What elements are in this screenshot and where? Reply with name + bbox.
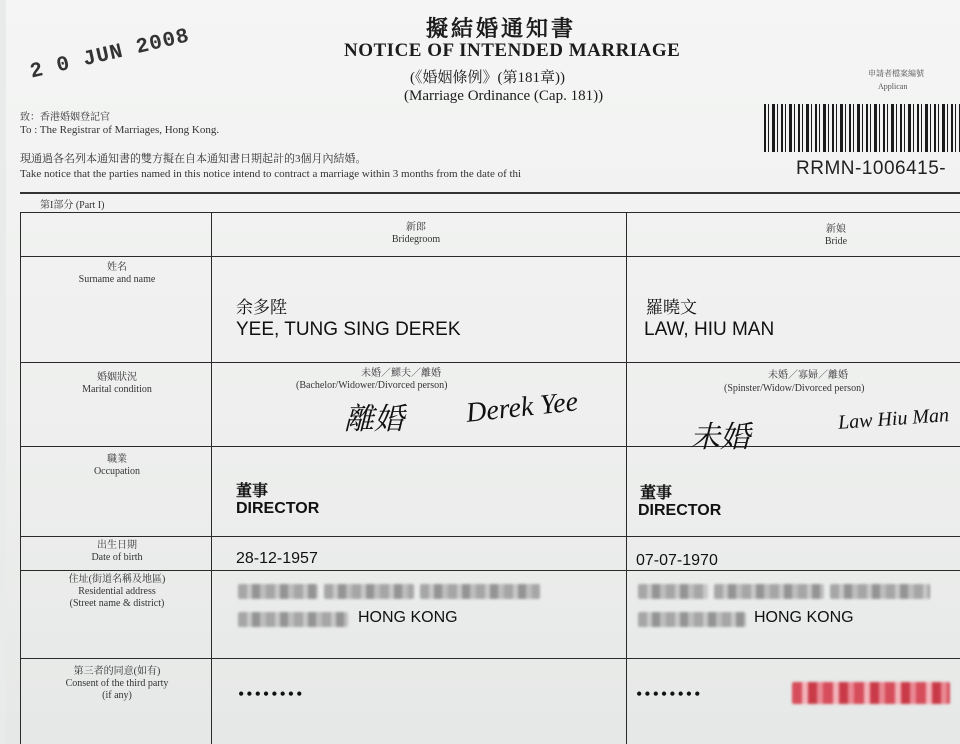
groom-occupation-chinese: 董事 [236,483,269,500]
row-line-header [20,256,960,257]
groom-consent-value: •••••••• [238,684,305,704]
subtitle-english: (Marriage Ordinance (Cap. 181)) [404,88,604,104]
addressee-english: To : The Registrar of Marriages, Hong Kong. [20,124,220,136]
row-line-name [20,362,960,363]
bride-marital-options-english: (Spinster/Widow/Divorced person) [724,383,865,394]
date-stamp: 2 0 JUN 2008 [28,25,193,85]
bride-occupation-english: DIRECTOR [638,502,722,519]
groom-address-redacted-1 [238,584,318,599]
applicant-label-english: Applican [878,82,908,91]
bride-consent-value: •••••••• [636,684,703,704]
bridegroom-label-chinese: 新郎 [406,222,426,233]
groom-address-redacted-3 [420,584,540,599]
label-date-of-birth: 出生日期 Date of birth [91,540,143,563]
title-english: NOTICE OF INTENDED MARRIAGE [344,40,681,61]
bride-label-chinese: 新娘 [826,224,846,235]
groom-occupation-english: DIRECTOR [236,500,320,517]
groom-marital-handwritten: 離婚 [344,403,404,436]
label-marital-condition: 婚姻狀況 Marital condition [82,372,152,395]
subtitle-chinese: (《婚姻條例》(第181章)) [410,70,565,86]
bride-occupation-chinese: 董事 [640,485,673,502]
row-line-dob [20,570,960,571]
column-header-bridegroom [336,222,496,246]
bride-address-redacted-2 [714,584,824,599]
bride-address-redacted-3 [830,584,930,599]
bride-name-chinese: 羅曉文 [646,298,697,317]
notice-document [6,0,960,744]
notice-chinese: 現通過各名列本通知書的雙方擬在自本通知書日期起計的3個月內結婚。 [20,153,367,165]
bride-address-redacted-4 [638,612,746,627]
groom-name-chinese: 余多陞 [236,298,287,317]
bride-label-english: Bride [824,236,848,247]
groom-address-redacted-4 [238,612,348,627]
label-residential-address: 住址(街道名稱及地區) Residential address (Street name & district) [68,574,166,609]
notice-english: Take notice that the parties named in this notice intend to contract a marriage within 3 months from the date of thi [20,168,522,180]
part-divider [20,192,960,194]
groom-address-city: HONG KONG [358,609,458,626]
groom-marital-options-chinese: 未婚／鰥夫／離婚 [361,368,441,379]
barcode [764,104,960,152]
column-header-bride [756,224,916,248]
groom-name-english: YEE, TUNG SING DEREK [236,319,461,340]
table-divider-label [211,212,212,744]
row-line-address [20,658,960,659]
groom-signature: Derek Yee [464,386,580,429]
row-line-marital [20,446,960,447]
label-occupation: 職業 Occupation [93,454,141,477]
bride-date-of-birth: 07-07-1970 [636,552,718,569]
bride-name-english: LAW, HIU MAN [644,319,775,340]
part-label: 第I部分 (Part I) [40,200,105,211]
label-third-party-consent: 第三者的同意(如有) Consent of the third party (if any) [65,666,169,701]
bridegroom-label-english: Bridegroom [391,234,441,245]
reference-number: RRMN-1006415- [796,158,947,179]
bride-address-redacted-1 [638,584,708,599]
bride-marital-handwritten: 未婚 [690,421,750,454]
groom-date-of-birth: 28-12-1957 [236,550,318,567]
bride-marital-options-chinese: 未婚／寡婦／離婚 [768,370,848,381]
groom-address-redacted-2 [324,584,414,599]
label-name: 姓名 Surname and name [78,262,156,285]
row-line-occupation [20,536,960,537]
bride-signature: Law Hiu Man [837,404,950,434]
title-chinese: 擬結婚通知書 [426,16,577,41]
table-border-top [20,212,960,213]
table-divider-center [626,212,627,744]
applicant-label-chinese: 申請者檔案編號 [868,69,924,78]
bride-address-city: HONG KONG [754,609,854,626]
table-border-left [20,212,21,744]
groom-marital-options-english: (Bachelor/Widower/Divorced person) [296,380,448,391]
addressee-chinese: 致：香港婚姻登記官 [20,112,110,123]
bride-consent-redacted [792,682,950,704]
